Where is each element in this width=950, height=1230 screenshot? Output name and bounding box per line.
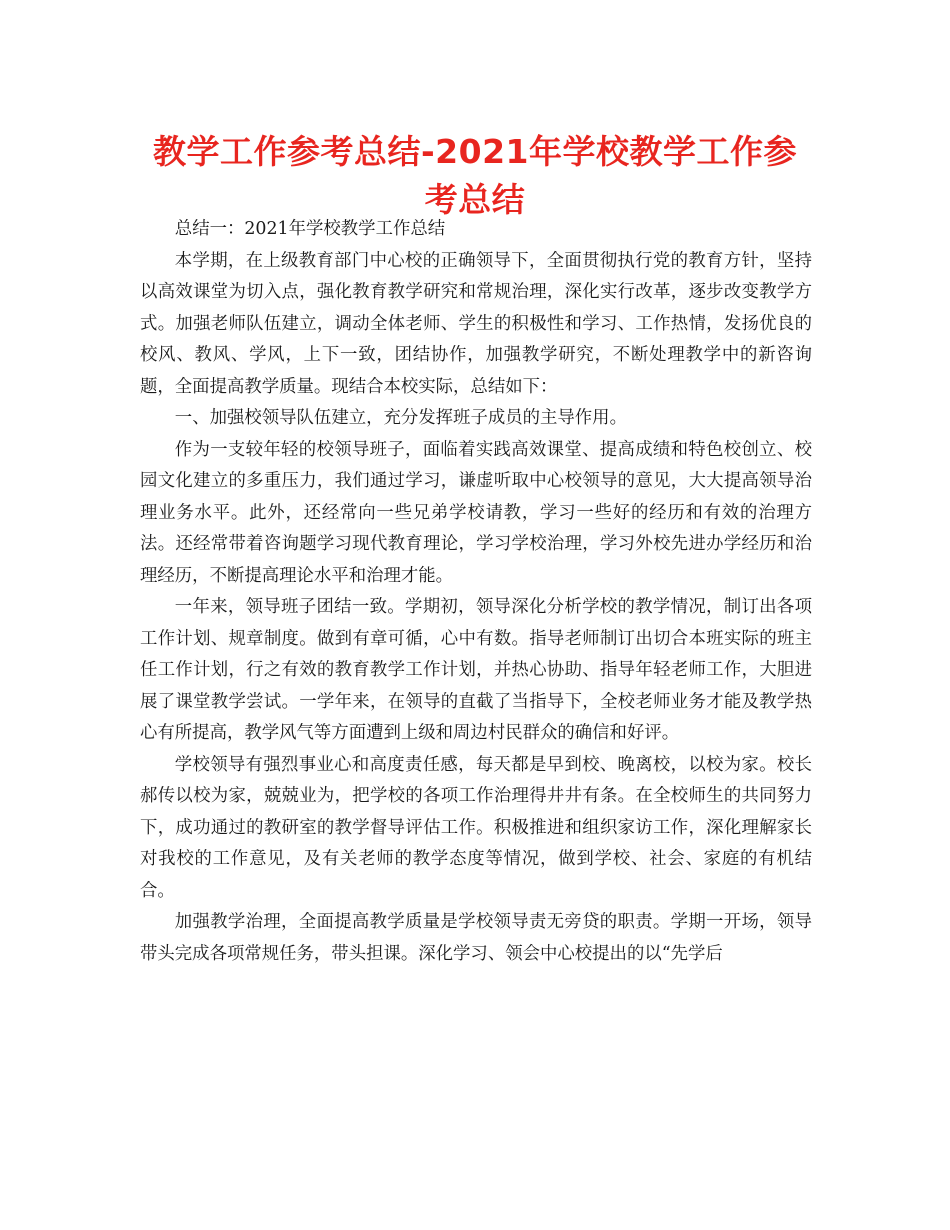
document-title: 教学工作参考总结-2021年学校教学工作参考总结	[152, 132, 798, 219]
paragraph: 一年来，领导班子团结一致。学期初，领导深化分析学校的教学情况，制订出各项工作计划、规章制度。做到有章可循，心中有数。指导老师制订出切合本班实际的班主任工作计划，行之有效的教育教学工作计划，并热心协助、指导年轻老师工作，大胆进展了课堂教学尝试。一学年来，在领导的直截了当指导下，全校老师业务才能及教学热心有所提高，教学风气等方面遭到上级和周边村民群众的确信和好评。	[140, 597, 812, 743]
paragraph: 学校领导有强烈事业心和高度责任感，每天都是早到校、晚离校，以校为家。校长郝传以校为家，兢兢业为，把学校的各项工作治理得井井有条。在全校师生的共同努力下，成功通过的教研室的教学督导评估工作。积极推进和组织家访工作，深化理解家长对我校的工作意见，及有关老师的教学态度等情况，做到学校、社会、家庭的有机结合。	[140, 754, 812, 901]
paragraph: 本学期，在上级教育部门中心校的正确领导下，全面贯彻执行党的教育方针，坚持以高效课堂为切入点，强化教育教学研究和常规治理，深化实行改革，逐步改变教学方式。加强老师队伍建立，调动全体老师、学生的积极性和学习、工作热情，发扬优良的校风、教风、学风，上下一致，团结协作，加强教学研究，不断处理教学中的新咨询题，全面提高教学质量。现结合本校实际，总结如下：	[140, 250, 812, 397]
document-body	[140, 214, 812, 970]
paragraph: 加强教学治理，全面提高教学质量是学校领导责无旁贷的职责。学期一开场，领导带头完成各项常规任务，带头担课。深化学习、领会中心校提出的以“先学后	[140, 912, 812, 964]
paragraph-subheading: 总结一：2021年学校教学工作总结	[174, 219, 446, 239]
paragraph: 作为一支较年轻的校领导班子，面临着实践高效课堂、提高成绩和特色校创立、校园文化建立的多重压力，我们通过学习，谦虚听取中心校领导的意见，大大提高领导治理业务水平。此外，还经常向一些兄弟学校请教，学习一些好的经历和有效的治理方法。还经常带着咨询题学习现代教育理论，学习学校治理，学习外校先进办学经历和治理经历，不断提高理论水平和治理才能。	[140, 439, 812, 586]
paragraph-section-heading: 一、加强校领导队伍建立，充分发挥班子成员的主导作用。	[174, 408, 627, 428]
